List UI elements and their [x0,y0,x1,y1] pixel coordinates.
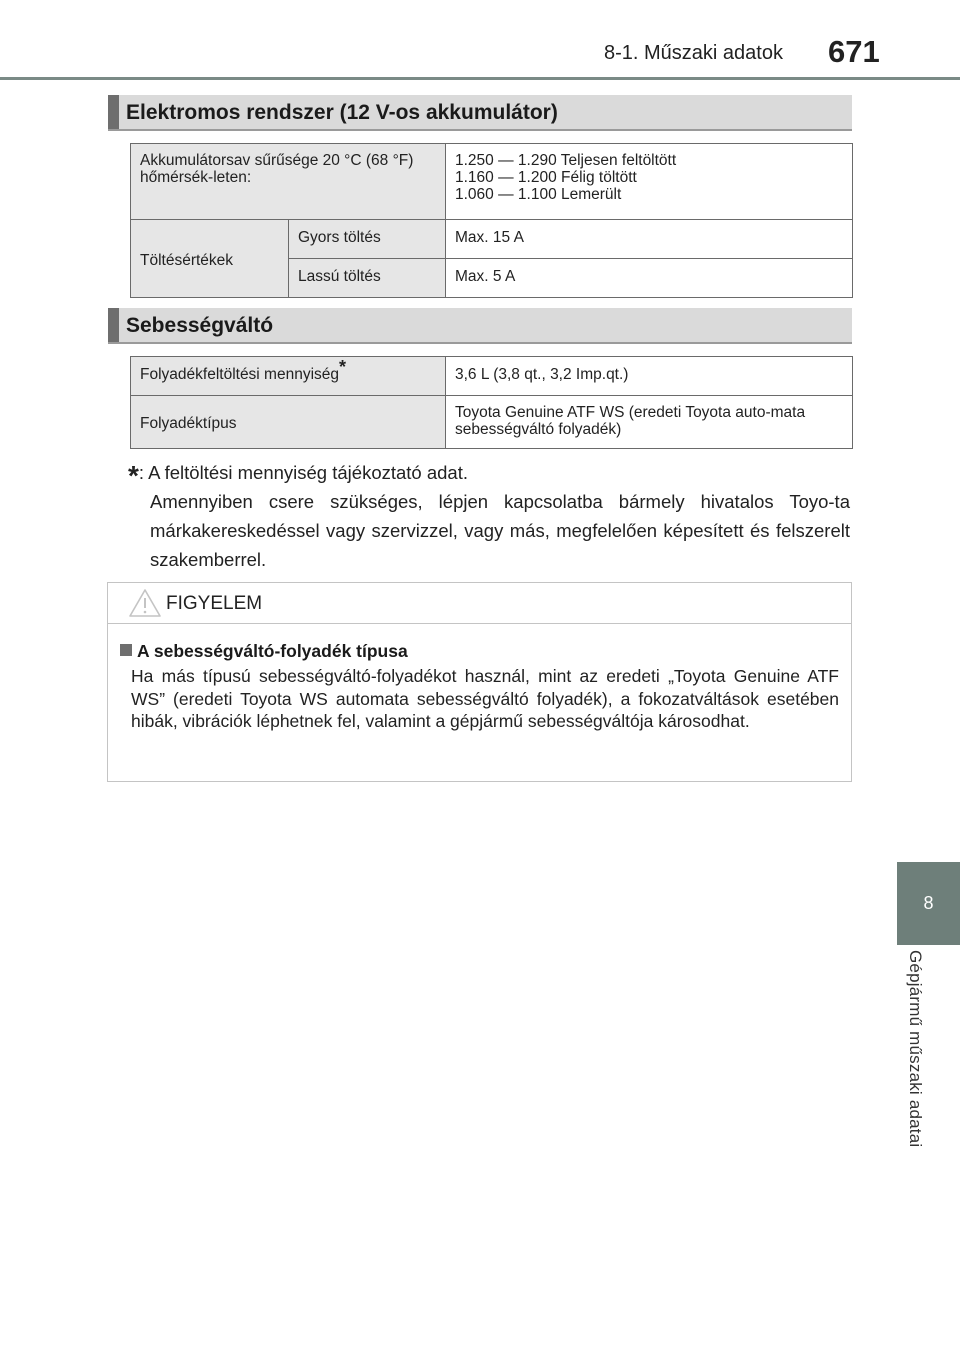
table-row [131,220,853,259]
capacity-value: 3,6 L (3,8 qt., 3,2 Imp.qt.) [446,357,853,396]
warning-header [108,583,851,624]
footnote-text: : A feltöltési mennyiség tájékoztató adat. [138,462,468,483]
chapter-tab[interactable] [897,862,960,945]
fast-charge-value: Max. 15 A [446,220,853,259]
footnote [128,458,850,574]
fast-charge-label: Gyors töltés [289,220,446,259]
capacity-label [131,357,446,396]
density-value-empty: 1.060 — 1.100 Lemerült [455,186,622,203]
density-value-half: 1.160 — 1.200 Félig töltött [455,169,637,186]
warning-body: Ha más típusú sebességváltó-folyadékot használ, mint az eredeti „Toyota Genuine ATF WS” (eredeti Toyota WS automata sebességváltó folyadék), a fokozatváltások esetében hibák, vibrációk léphetnek fel, valamint a gépjármű sebességváltója károsodhat. [131,666,839,731]
electrical-spec-table [130,143,853,298]
warning-title: FIGYELEM [166,593,263,614]
density-value-full: 1.250 — 1.290 Teljesen feltöltött [455,152,677,169]
table-row [131,396,853,449]
slow-charge-label: Lassú töltés [289,259,446,298]
footnote-mark: * [128,460,139,491]
section-heading-transmission [108,308,852,344]
warning-subtitle-text: A sebességváltó-folyadék típusa [137,641,408,661]
section-heading-electrical [108,95,852,131]
table-row [131,144,853,220]
density-label: Akkumulátorsav sűrűsége 20 °C (68 °F) hőmérsék-leten: [131,144,446,220]
chapter-number: 8 [923,893,934,913]
section-heading-bar [108,308,119,342]
density-values [446,144,853,220]
warning-subtitle [120,641,408,662]
chapter-title [900,950,930,1190]
section-heading-title: Elektromos rendszer (12 V-os akkumulátor) [126,101,558,124]
capacity-footnote-mark: * [339,356,347,377]
section-heading-bar [108,95,119,129]
page-number: 671 [828,34,880,69]
section-heading-title: Sebességváltó [126,314,274,337]
footnote-continuation: Amennyiben csere szükséges, lépjen kapcsolatba bármely hivatalos Toyo-ta márkakereskedéssel vagy szervizzel, vagy más, megfelelően képesített és felszerelt szakemberrel. [150,491,850,570]
footnote-line [128,458,850,491]
fluid-type-value: Toyota Genuine ATF WS (eredeti Toyota auto-mata sebességváltó folyadék) [446,396,853,449]
chapter-title-text: Gépjármű műszaki adatai [906,950,925,1148]
charging-label: Töltésértékek [131,220,289,298]
capacity-label-text: Folyadékfeltöltési mennyiség [140,366,340,383]
transmission-spec-table [130,356,853,449]
square-bullet-icon [120,644,132,656]
header-divider [0,77,960,80]
table-row [131,357,853,396]
fluid-type-label: Folyadéktípus [131,396,446,449]
section-title: 8-1. Műszaki adatok [604,42,783,64]
warning-triangle-icon [128,588,162,618]
slow-charge-value: Max. 5 A [446,259,853,298]
warning-box [107,582,852,782]
